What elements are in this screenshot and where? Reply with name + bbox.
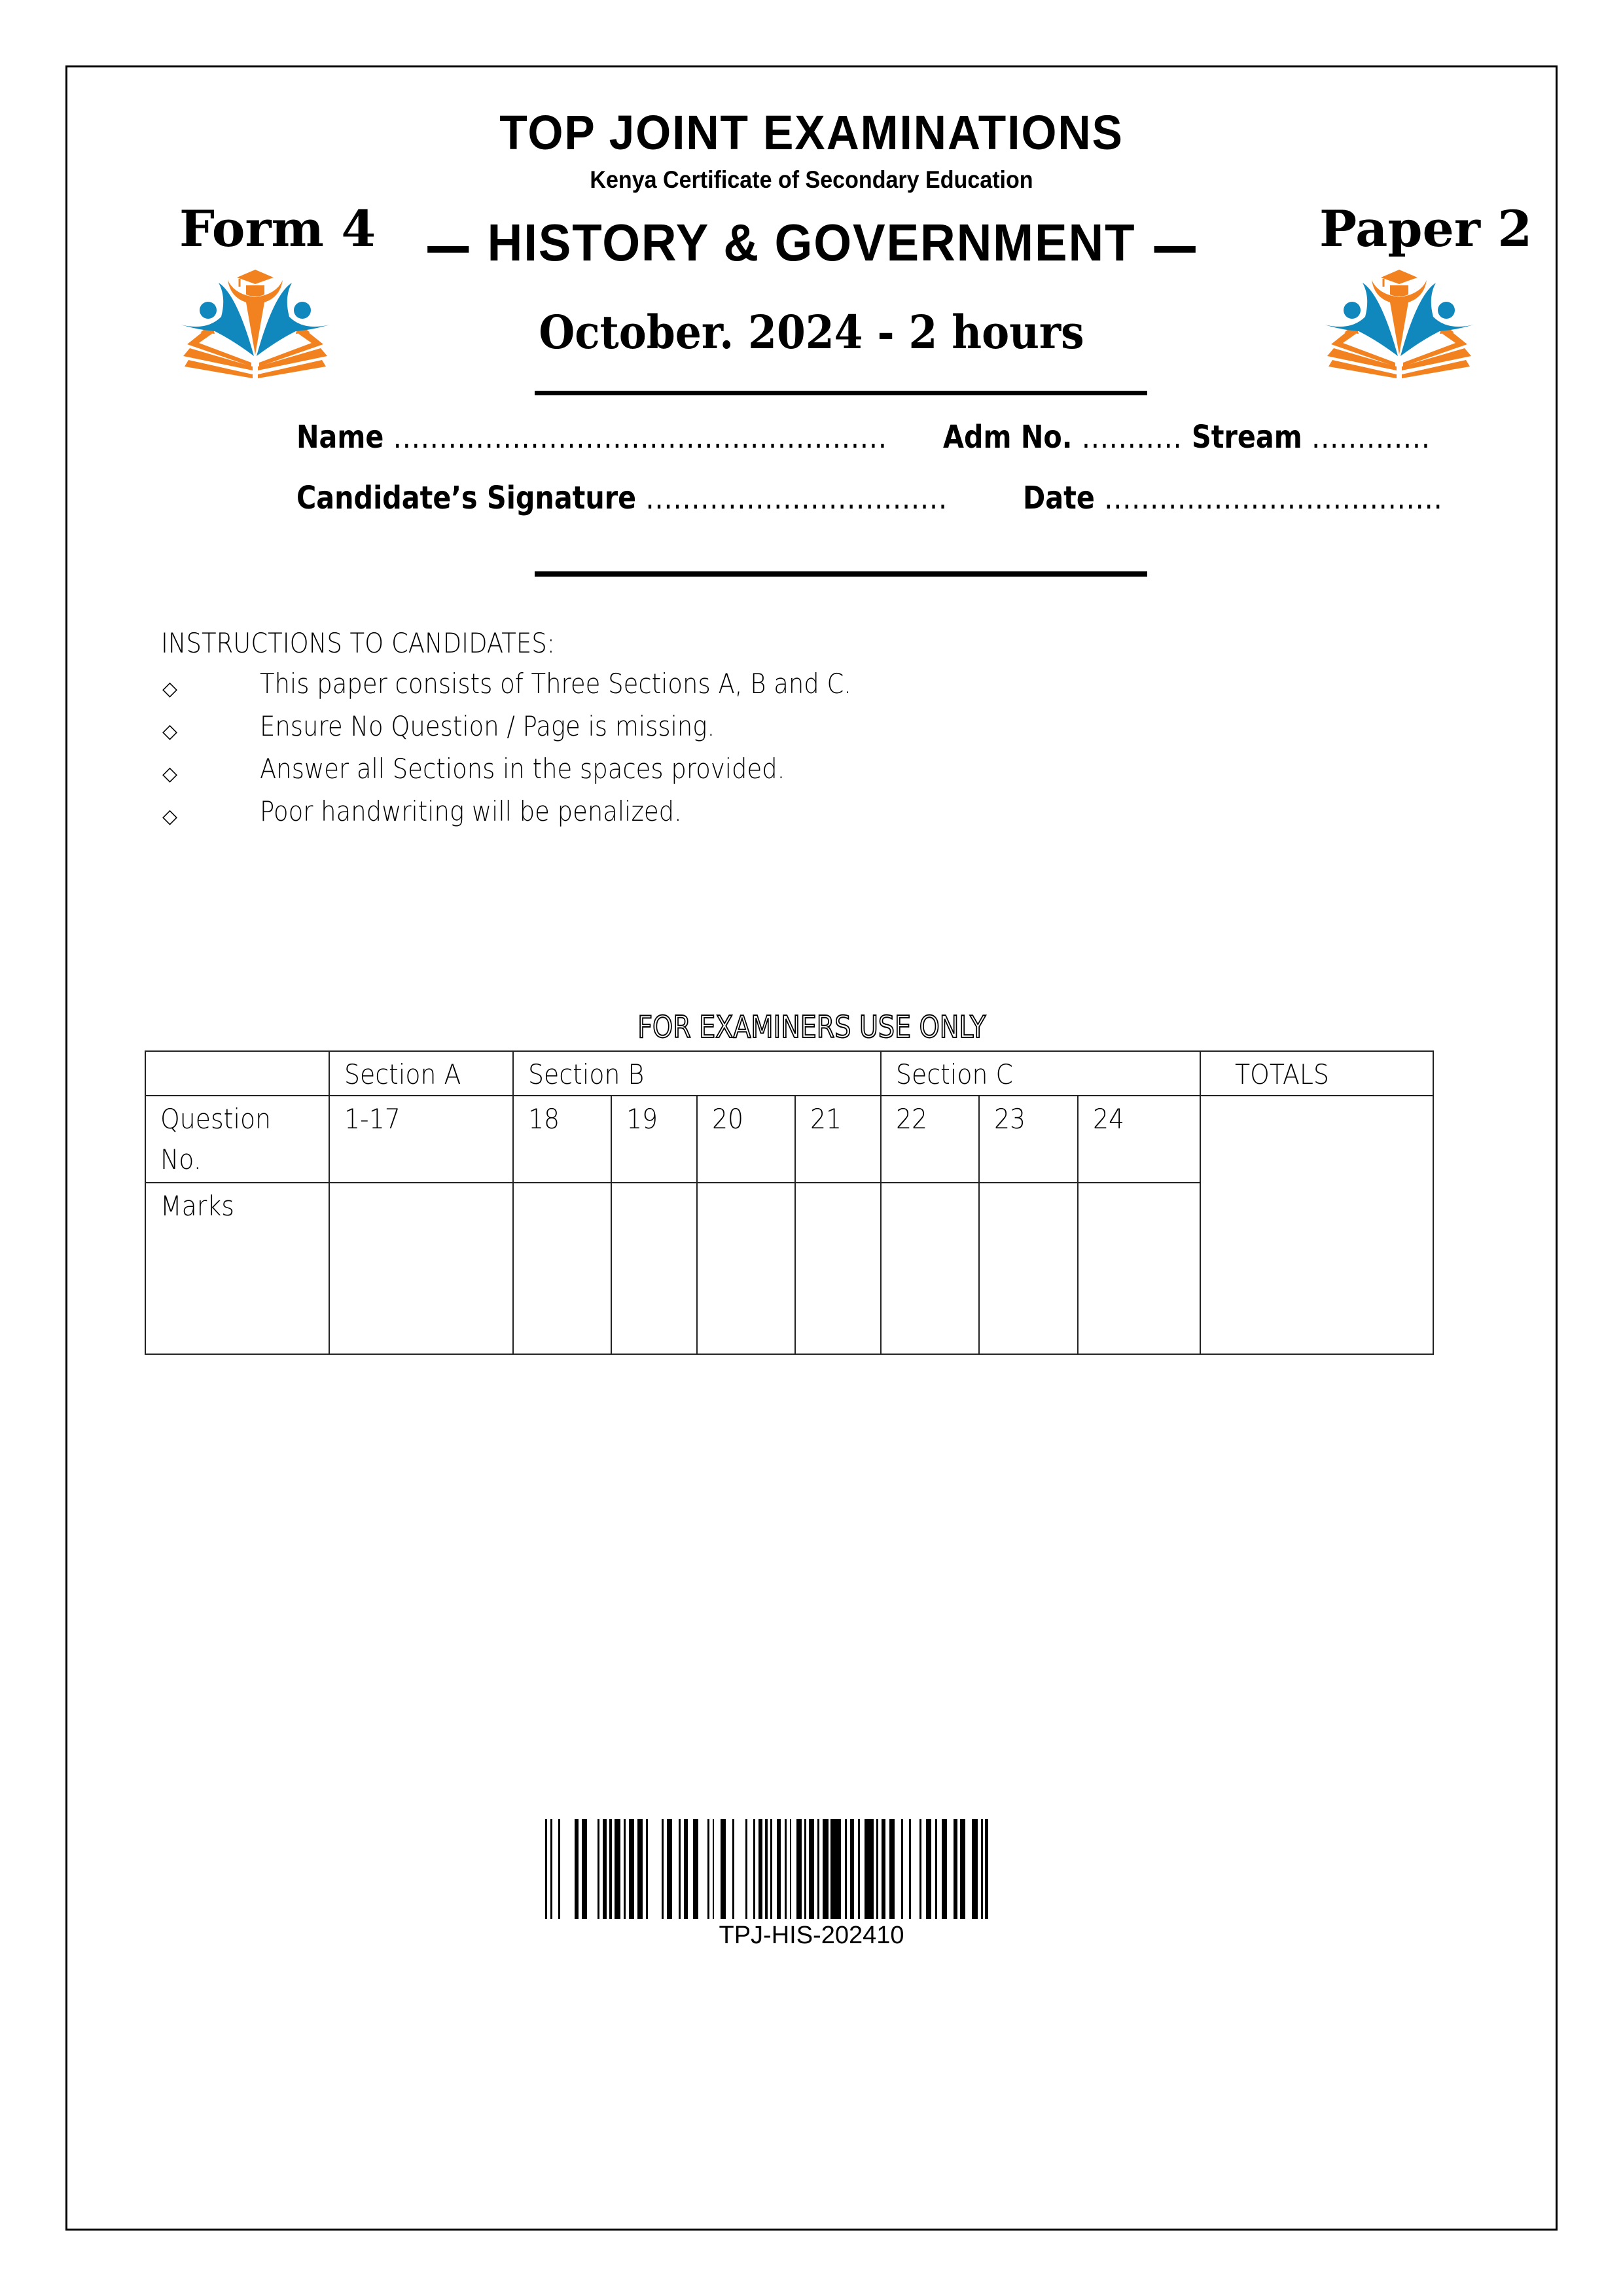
dash-left: [427, 246, 469, 253]
name-field[interactable]: [296, 419, 887, 456]
instruction-item: Ensure No Question / Page is missing.: [260, 710, 715, 742]
bullet-diamond-icon: ◇: [162, 805, 178, 828]
question-cell: 23: [978, 1095, 1079, 1183]
question-cell: 24: [1077, 1095, 1201, 1183]
marks-entry-cell[interactable]: [329, 1182, 514, 1355]
examiners-heading-text: FOR EXAMINERS USE ONLY: [637, 1009, 986, 1045]
question-cell: 21: [794, 1095, 882, 1183]
examiners-heading: [0, 1009, 1623, 1045]
subject-title: [57, 213, 1566, 273]
header-divider: [535, 391, 1147, 395]
question-cell: 22: [880, 1095, 980, 1183]
adm-stream-fields: [943, 419, 1431, 456]
marks-entry-cell[interactable]: [794, 1182, 882, 1355]
date-input-line[interactable]: .....................................: [1104, 480, 1443, 516]
signature-label: Candidate’s Signature: [296, 480, 637, 516]
dash-right: [1154, 246, 1195, 253]
date-label: Date: [1023, 480, 1095, 516]
exam-subtitle: Kenya Certificate of Secondary Education: [590, 166, 1033, 193]
question-cell: 20: [696, 1095, 796, 1183]
question-no-label: Question No.: [145, 1095, 330, 1183]
signature-field[interactable]: [296, 480, 948, 516]
stream-input-line[interactable]: .............: [1311, 419, 1431, 456]
bullet-diamond-icon: ◇: [162, 762, 178, 785]
marks-entry-cell[interactable]: [512, 1182, 612, 1355]
barcode-icon: [545, 1819, 988, 1919]
totals-entry-cell[interactable]: [1200, 1095, 1434, 1355]
instruction-item: This paper consists of Three Sections A, B and C.: [260, 668, 852, 700]
exam-board-title: TOP JOINT EXAMINATIONS: [499, 105, 1124, 160]
marks-label: Marks: [145, 1182, 330, 1355]
question-cell: 19: [611, 1095, 698, 1183]
fields-divider: [535, 571, 1147, 577]
instruction-item: Poor handwriting will be penalized.: [260, 795, 682, 827]
barcode-text: TPJ-HIS-202410: [719, 1922, 904, 1949]
date-field[interactable]: [1023, 480, 1443, 516]
marks-entry-cell[interactable]: [880, 1182, 980, 1355]
name-input-line[interactable]: ......................................................: [393, 419, 887, 456]
bullet-diamond-icon: ◇: [162, 677, 178, 700]
adm-no-label: Adm No.: [943, 419, 1073, 456]
question-cell: 1-17: [329, 1095, 514, 1183]
paper-label: Paper 2: [1319, 200, 1533, 258]
marks-entry-cell[interactable]: [978, 1182, 1079, 1355]
bullet-diamond-icon: ◇: [162, 720, 178, 743]
question-cell: 18: [512, 1095, 612, 1183]
marks-entry-cell[interactable]: [696, 1182, 796, 1355]
table-header-totals: TOTALS: [1200, 1050, 1434, 1096]
adm-no-input-line[interactable]: ...........: [1081, 419, 1183, 456]
form-label: Form 4: [179, 200, 376, 258]
marks-entry-cell[interactable]: [611, 1182, 698, 1355]
name-label: Name: [296, 419, 384, 456]
exam-date-duration: October. 2024 - 2 hours: [539, 305, 1084, 359]
table-header-section-b: Section B: [512, 1050, 882, 1096]
instruction-item: Answer all Sections in the spaces provided.: [260, 753, 785, 785]
table-header-section-a: Section A: [329, 1050, 514, 1096]
signature-input-line[interactable]: .................................: [645, 480, 948, 516]
subject-text: HISTORY & GOVERNMENT: [487, 213, 1136, 272]
table-header-blank: [145, 1050, 330, 1096]
stream-label: Stream: [1192, 419, 1302, 456]
marks-entry-cell[interactable]: [1077, 1182, 1201, 1355]
instructions-heading: INSTRUCTIONS TO CANDIDATES:: [161, 627, 556, 659]
table-header-section-c: Section C: [880, 1050, 1201, 1096]
